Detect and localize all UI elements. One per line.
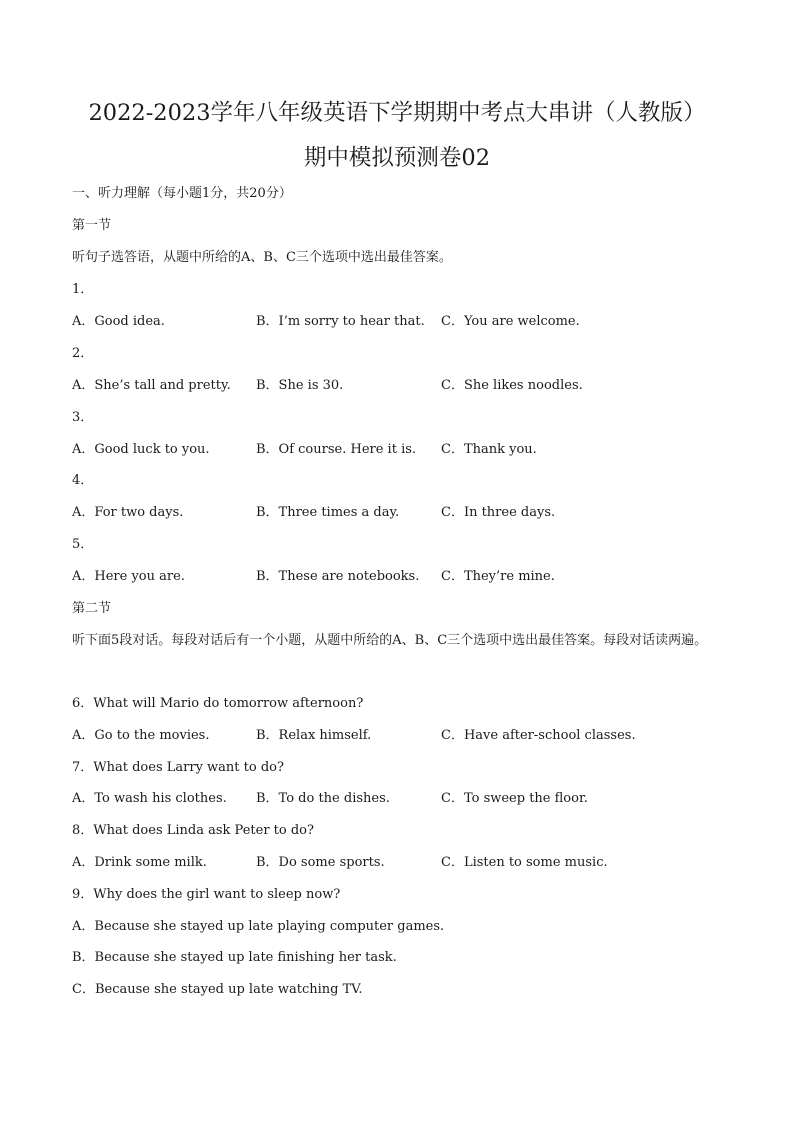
option-b: B．Relax himself. <box>256 728 372 743</box>
option-c: C．Thank you. <box>441 442 537 457</box>
option-b: B．Because she stayed up late finishing her task. <box>72 950 397 965</box>
option-row <box>72 790 732 808</box>
document-subtitle: 期中模拟预测卷02 <box>303 145 491 171</box>
option-a: A．She’s tall and pretty. <box>72 378 231 393</box>
option-a: A．To wash his clothes. <box>72 791 227 806</box>
option-b: B．Three times a day. <box>256 505 400 520</box>
question-stem: 7．What does Larry want to do? <box>72 760 284 775</box>
option-row <box>72 313 732 331</box>
option-row <box>72 854 732 872</box>
option-a: A．Here you are. <box>72 569 185 584</box>
option-c: C．You are welcome. <box>441 314 580 329</box>
question-stem: 9．Why does the girl want to sleep now? <box>72 887 341 902</box>
option-b: B．I’m sorry to hear that. <box>256 314 425 329</box>
option-b: B．She is 30. <box>256 378 344 393</box>
option-row <box>72 377 732 395</box>
option-c: C．She likes noodles. <box>441 378 583 393</box>
option-c: C．Listen to some music. <box>441 855 608 870</box>
part2-label: 第二节 <box>72 601 112 616</box>
option-c: C．Because she stayed up late watching TV. <box>72 982 363 997</box>
question-number: 1． <box>72 282 94 297</box>
option-b: B．Do some sports. <box>256 855 385 870</box>
part1-label: 第一节 <box>72 218 112 233</box>
option-a: A．Good idea. <box>72 314 165 329</box>
option-a: A．Drink some milk. <box>72 855 207 870</box>
document-title: 2022-2023学年八年级英语下学期期中考点大串讲（人教版） <box>88 100 706 126</box>
question-number: 3． <box>72 410 94 425</box>
option-a: A．For two days. <box>72 505 184 520</box>
question-number: 4． <box>72 473 94 488</box>
question-number: 2． <box>72 346 94 361</box>
option-c: C．In three days. <box>441 505 556 520</box>
option-c: C．Have after-school classes. <box>441 728 636 743</box>
option-c: C．To sweep the floor. <box>441 791 588 806</box>
question-stem: 8．What does Linda ask Peter to do? <box>72 823 314 838</box>
section-heading: 一、听力理解（每小题1分，共20分） <box>72 186 292 201</box>
option-c: C．They’re mine. <box>441 569 555 584</box>
part2-instruction: 听下面5段对话。每段对话后有一个小题，从题中所给的A、B、C三个选项中选出最佳答案。每段对话读两遍。 <box>72 633 708 648</box>
option-a: A．Good luck to you. <box>72 442 210 457</box>
option-b: B．To do the dishes. <box>256 791 390 806</box>
option-a: A．Go to the movies. <box>72 728 210 743</box>
option-b: B．Of course. Here it is. <box>256 442 417 457</box>
option-row <box>72 568 732 586</box>
part1-instruction: 听句子选答语，从题中所给的A、B、C三个选项中选出最佳答案。 <box>72 250 452 265</box>
question-number: 5． <box>72 537 94 552</box>
question-stem: 6．What will Mario do tomorrow afternoon? <box>72 696 364 711</box>
option-b: B．These are notebooks. <box>256 569 420 584</box>
option-row <box>72 727 732 745</box>
option-a: A．Because she stayed up late playing computer games. <box>72 919 445 934</box>
option-row <box>72 504 732 522</box>
option-row <box>72 441 732 459</box>
